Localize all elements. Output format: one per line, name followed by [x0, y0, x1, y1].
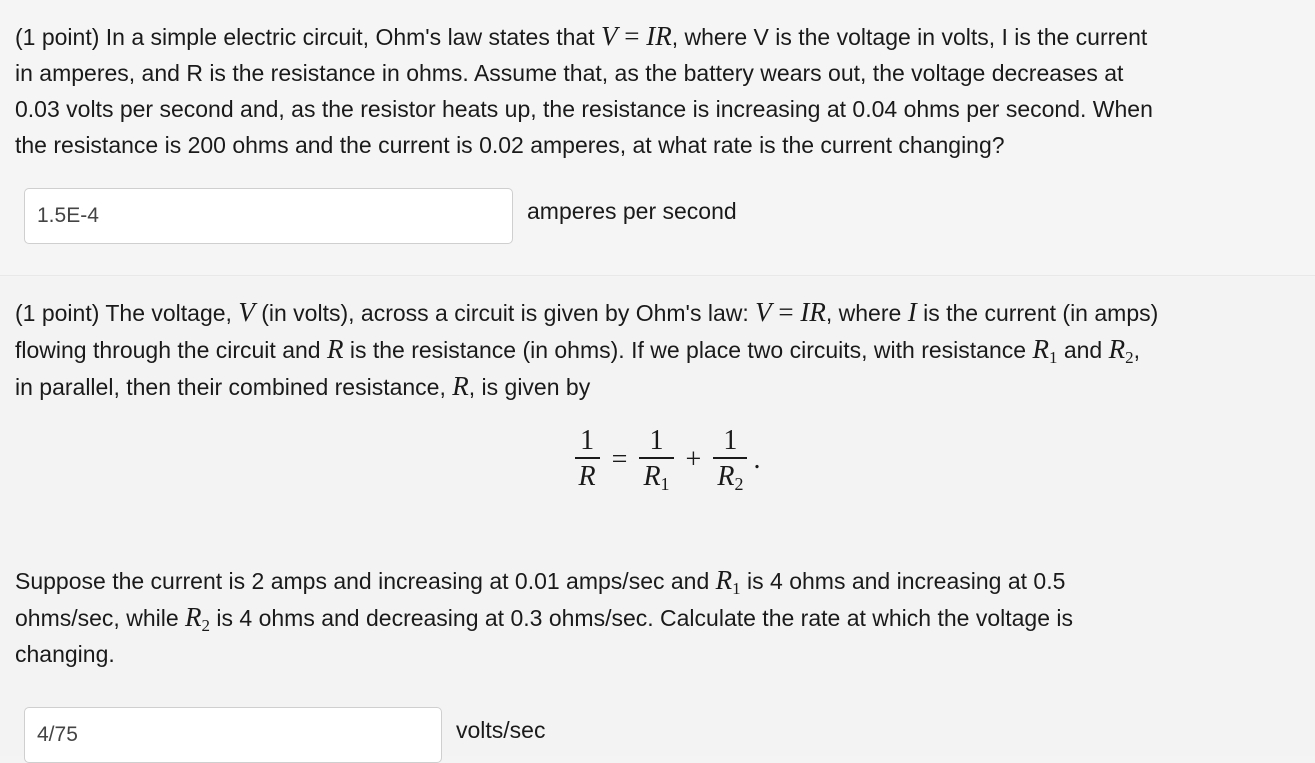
- math-equals: =: [617, 21, 647, 51]
- text-segment: , where: [825, 300, 908, 326]
- problem-1-line-4: the resistance is 200 ohms and the current is 0.02 amperes, at what rate is the current changing?: [15, 132, 1005, 158]
- text-segment: in parallel, then their combined resistance,: [15, 374, 453, 400]
- fraction-numerator: 1: [580, 425, 595, 456]
- problem-1-line-3: 0.03 volts per second and, as the resistor heats up, the resistance is increasing at 0.04 ohms per second. When: [15, 96, 1153, 122]
- fraction-denominator: R: [578, 460, 596, 492]
- problem-1-line-2: in amperes, and R is the resistance in ohms. Assume that, as the battery wears out, the voltage decreases at: [15, 60, 1124, 86]
- problem-1-answer-row: [24, 188, 737, 244]
- problem-2-question-text: [15, 562, 1073, 672]
- text-segment: and: [1057, 337, 1109, 363]
- fraction-one-over-r: [575, 425, 600, 495]
- text-segment: is 4 ohms and decreasing at 0.3 ohms/sec. Calculate the rate at which the voltage is: [210, 605, 1073, 631]
- math-subscript: 2: [201, 616, 211, 635]
- problem-2-intro-text: [15, 294, 1158, 405]
- problem-1-text: [15, 18, 1153, 163]
- text-segment: flowing through the circuit and: [15, 337, 327, 363]
- text-segment: , is given by: [468, 374, 591, 400]
- fraction-numerator: 1: [649, 425, 664, 456]
- math-var-r2: [185, 602, 211, 635]
- math-var-r: R: [185, 602, 202, 632]
- problem-1-answer-unit: amperes per second: [527, 197, 737, 224]
- math-var-r: R: [326, 334, 344, 364]
- math-var-r1: [1032, 334, 1058, 367]
- math-subscript: 1: [660, 473, 670, 494]
- math-var-r: R: [1108, 334, 1126, 364]
- ohms-law-equation: [755, 297, 826, 327]
- fraction-denominator: [639, 459, 673, 495]
- fraction-numerator: 1: [723, 425, 738, 456]
- math-var-r: R: [715, 565, 733, 595]
- math-period: .: [753, 443, 761, 475]
- math-subscript: 2: [734, 473, 744, 494]
- text-segment: (1 point) In a simple electric circuit, Ohm's law states that: [15, 24, 601, 50]
- parallel-resistance-formula: [0, 425, 1315, 495]
- math-var-r: R: [717, 460, 735, 492]
- text-segment: is the resistance (in ohms). If we place two circuits, with resistance: [343, 337, 1033, 363]
- math-var-r: R: [643, 460, 661, 492]
- math-subscript: 2: [1125, 348, 1134, 367]
- text-segment: (in volts), across a circuit is given by Ohm's law:: [254, 300, 756, 326]
- text-segment: ohms/sec, while: [15, 605, 186, 631]
- problem-2-line-4: [15, 562, 1073, 599]
- math-subscript: 1: [1048, 348, 1058, 367]
- problem-2-answer-row: [24, 707, 545, 763]
- fraction-one-over-r1: [639, 425, 673, 495]
- problem-2-line-1: [15, 294, 1158, 331]
- math-plus: +: [685, 443, 702, 475]
- ohms-law-equation: [601, 21, 672, 51]
- problem-1: [0, 0, 1315, 276]
- text-segment: (1 point) The voltage,: [15, 300, 239, 326]
- math-var-v: V: [755, 297, 772, 327]
- math-var-ir: IR: [800, 297, 826, 327]
- problem-2-line-6: changing.: [15, 641, 115, 667]
- text-segment: is 4 ohms and increasing at 0.5: [740, 568, 1066, 594]
- math-var-r: R: [452, 371, 469, 401]
- math-var-r2: [1108, 334, 1134, 367]
- problem-2-answer-input[interactable]: [24, 707, 442, 763]
- math-var-v: V: [600, 21, 618, 51]
- problem-2-line-5: [15, 599, 1073, 636]
- math-equals: =: [611, 443, 628, 475]
- math-subscript: 1: [732, 579, 741, 598]
- problem-2: [0, 277, 1315, 756]
- math-equals: =: [771, 297, 801, 327]
- math-var-r1: [715, 565, 741, 598]
- math-var-ir: IR: [646, 21, 672, 51]
- problem-2-line-2: [15, 331, 1158, 368]
- text-segment: , where V is the voltage in volts, I is the current: [671, 24, 1148, 50]
- text-segment: Suppose the current is 2 amps and increasing at 0.01 amps/sec and: [15, 568, 716, 594]
- fraction-denominator: [713, 459, 747, 495]
- text-segment: ,: [1133, 337, 1140, 363]
- problem-2-answer-unit: volts/sec: [456, 716, 546, 743]
- fraction-one-over-r2: [713, 425, 747, 495]
- text-segment: is the current (in amps): [916, 300, 1159, 326]
- math-var-v: V: [238, 297, 255, 327]
- problem-1-line-1: [15, 18, 1153, 55]
- problem-2-line-3: [15, 368, 1158, 405]
- problem-1-answer-input[interactable]: [24, 188, 513, 244]
- math-var-r: R: [1032, 334, 1049, 364]
- math-var-i: I: [907, 297, 917, 327]
